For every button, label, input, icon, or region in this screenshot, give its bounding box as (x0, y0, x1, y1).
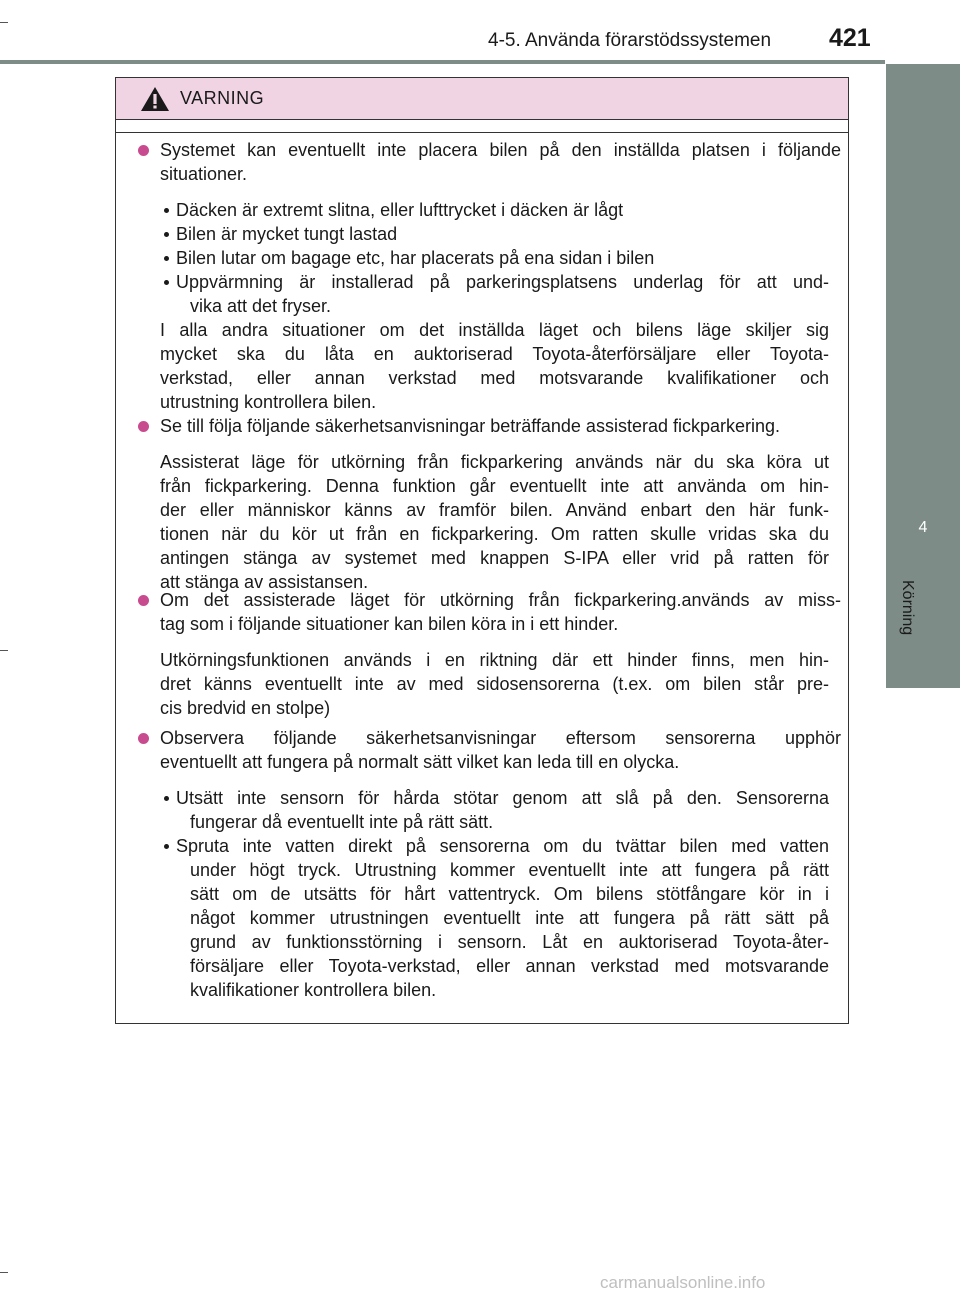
paragraph-text: verkstad, eller annan verkstad med motsvarande kvalifikationer och (160, 368, 829, 388)
warning-bullet-dot (138, 595, 149, 606)
sub-bullet-text: något kommer utrustningen eventuellt inte att fungera på rätt sätt på (190, 908, 829, 928)
watermark: carmanualsonline.info (600, 1273, 766, 1292)
sub-bullet-text: grund av funktionsstörning i sensorn. Låt en auktoriserad Toyota-åter- (190, 932, 829, 952)
paragraph-text: tionen när du kör ut från en fickparkering. Om ratten skulle vridas ska du (160, 524, 829, 544)
section-title: 4-5. Använda förarstödssystemen (488, 30, 772, 51)
sub-bullet-text: vika att det fryser. (190, 296, 332, 316)
paragraph-text: antingen stänga av systemet med knappen S-IPA eller vrid på ratten för (160, 548, 829, 568)
sub-bullet-text: Spruta inte vatten direkt på sensorerna om du tvättar bilen med vatten (176, 836, 829, 856)
warning-item-text: Observera följande säkerhetsanvisningar eftersom sensorerna upphör (160, 728, 841, 748)
sub-bullet-text: försäljare eller Toyota-verkstad, eller annan verkstad med motsvarande (190, 956, 829, 976)
sub-bullet-dot (164, 280, 169, 285)
paragraph-text: der eller människor känns av framför bilen. Använd enbart den här funk- (160, 500, 829, 520)
sub-bullet-dot (164, 208, 169, 213)
warning-item-text: tag som i följande situationer kan bilen köra in i ett hinder. (160, 614, 619, 634)
warning-item-text: situationer. (160, 164, 248, 184)
warning-bullet-dot (138, 733, 149, 744)
warning-content (116, 78, 848, 1023)
paragraph-text: cis bredvid en stolpe) (160, 698, 331, 718)
warning-bullet-dot (138, 421, 149, 432)
sub-bullet-text: under högt tryck. Utrustning kommer eventuellt inte att fungera på rätt (190, 860, 829, 880)
chapter-name: Körning (899, 580, 916, 636)
page-number: 421 (829, 24, 871, 52)
crop-mark (0, 1272, 8, 1273)
sub-bullet-dot (164, 256, 169, 261)
paragraph-text: I alla andra situationer om det inställda läget och bilens läge skiljer sig (160, 320, 829, 340)
warning-box (115, 77, 849, 1024)
paragraph-text: mycket ska du låta en auktoriserad Toyota-återförsäljare eller Toyota- (160, 344, 829, 364)
header-rule (0, 60, 885, 64)
paragraph-text: utrustning kontrollera bilen. (160, 392, 377, 412)
sub-bullet-text: Bilen lutar om bagage etc, har placerats på ena sidan i bilen (176, 248, 655, 268)
warning-item-text: eventuellt att fungera på normalt sätt vilket kan leda till en olycka. (160, 752, 680, 772)
sub-bullet-text: Uppvärmning är installerad på parkeringsplatsens underlag för att und- (176, 272, 829, 292)
sub-bullet-dot (164, 796, 169, 801)
side-tab-upper (886, 64, 960, 515)
paragraph-text: från fickparkering. Denna funktion går eventuellt inte att använda om hin- (160, 476, 829, 496)
warning-bullet-dot (138, 145, 149, 156)
sub-bullet-text: Däcken är extremt slitna, eller lufttrycket i däcken är lågt (176, 200, 624, 220)
warning-title: VARNING (180, 88, 265, 108)
sub-bullet-text: kvalifikationer kontrollera bilen. (190, 980, 437, 1000)
paragraph-text: Utkörningsfunktionen används i en riktning där ett hinder finns, men hin- (160, 650, 829, 670)
sub-bullet-text: Utsätt inte sensorn för hårda stötar genom att slå på den. Sensorerna (176, 788, 829, 808)
warning-item-text: Systemet kan eventuellt inte placera bilen på den inställda platsen i följande (160, 140, 841, 160)
paragraph-text: Assisterat läge för utkörning från fickparkering används när du ska köra ut (160, 452, 829, 472)
sub-bullet-text: fungerar då eventuellt inte på rätt sätt. (190, 812, 494, 832)
warning-item-text: Se till följa följande säkerhetsanvisningar beträffande assisterad fickparkering. (160, 416, 781, 436)
sub-bullet-text: Bilen är mycket tungt lastad (176, 224, 398, 244)
paragraph-text: att stänga av assistansen. (160, 572, 369, 592)
crop-mark (0, 22, 8, 23)
sub-bullet-dot (164, 844, 169, 849)
crop-mark (0, 650, 8, 651)
sub-bullet-text: sätt om de utsätts för hårt vattentryck. Om bilens stötfångare kör in i (190, 884, 829, 904)
sub-bullet-dot (164, 232, 169, 237)
paragraph-text: dret känns eventuellt inte av med sidosensorerna (t.ex. om bilen står pre- (160, 674, 829, 694)
warning-item-text: Om det assisterade läget för utkörning från fickparkering.används av miss- (160, 590, 841, 610)
chapter-number: 4 (886, 515, 960, 615)
